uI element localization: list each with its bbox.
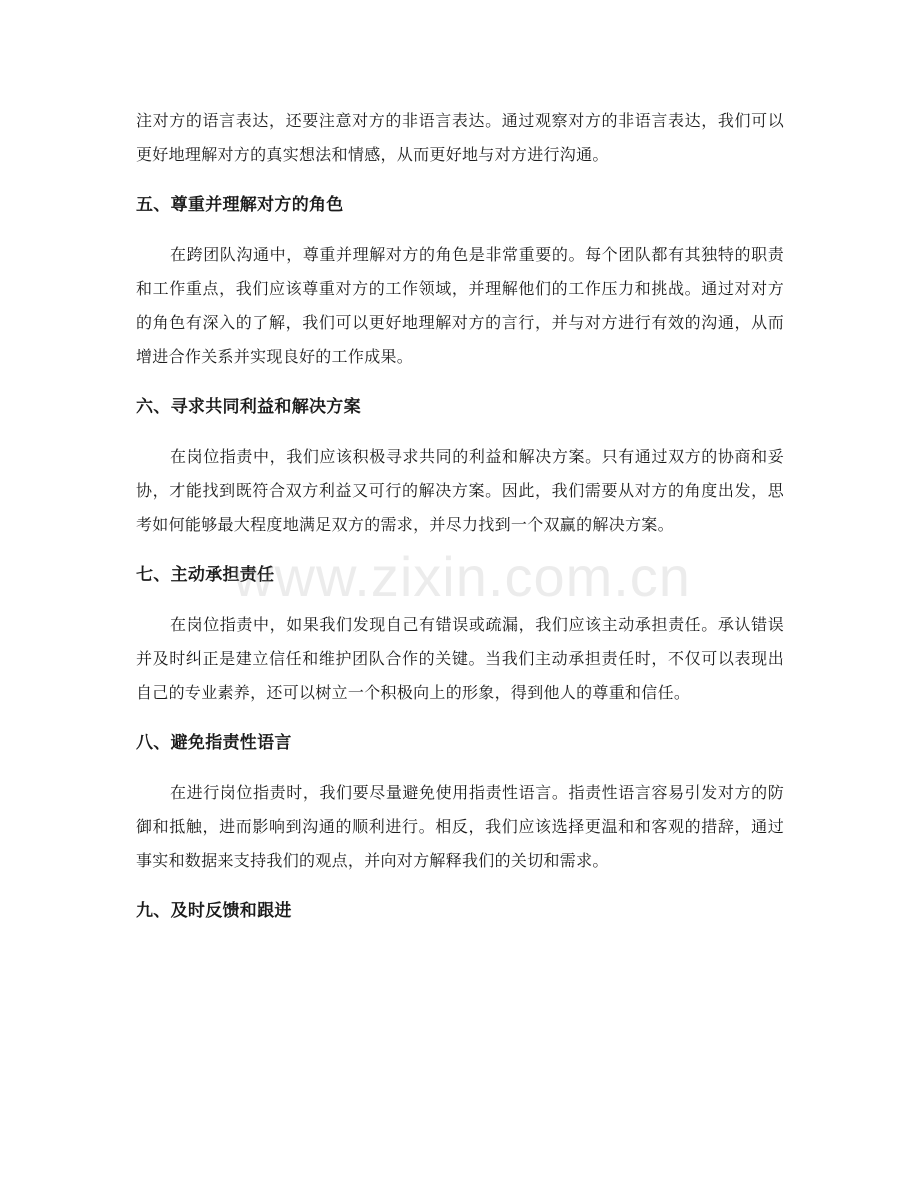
section-heading-9: 九、及时反馈和跟进 (136, 901, 292, 921)
section-heading-7: 七、主动承担责任 (136, 565, 275, 585)
section-body-8: 在进行岗位指责时，我们要尽量避免使用指责性语言。指责性语言容易引发对方的防御和抵触，进而影响到沟通的顺利进行。相反，我们应该选择更温和和客观的措辞，通过事实和数据来支持我们的观点，并向对方解释我们的关切和需求。 (136, 783, 784, 870)
intro-paragraph: 注对方的语言表达，还要注意对方的非语言表达。通过观察对方的非语言表达，我们可以更好地理解对方的真实想法和情感，从而更好地与对方进行沟通。 (136, 111, 784, 164)
document-content (136, 104, 784, 928)
section-body-5: 在跨团队沟通中，尊重并理解对方的角色是非常重要的。每个团队都有其独特的职责和工作重点，我们应该尊重对方的工作领域，并理解他们的工作压力和挑战。通过对对方的角色有深入的了解，我们可以更好地理解对方的言行，并与对方进行有效的沟通，从而增进合作关系并实现良好的工作成果。 (136, 245, 784, 366)
section-heading-5: 五、尊重并理解对方的角色 (136, 195, 344, 215)
section-body-7: 在岗位指责中，如果我们发现自己有错误或疏漏，我们应该主动承担责任。承认错误并及时纠正是建立信任和维护团队合作的关键。当我们主动承担责任时，不仅可以表现出自己的专业素养，还可以树立一个积极向上的形象，得到他人的尊重和信任。 (136, 615, 784, 702)
section-heading-6: 六、寻求共同利益和解决方案 (136, 397, 361, 417)
watermark: www.zixin.com.cn (233, 545, 691, 608)
section-body-6: 在岗位指责中，我们应该积极寻求共同的利益和解决方案。只有通过双方的协商和妥协，才能找到既符合双方利益又可行的解决方案。因此，我们需要从对方的角度出发，思考如何能够最大程度地满足双方的需求，并尽力找到一个双赢的解决方案。 (136, 447, 784, 534)
section-heading-8: 八、避免指责性语言 (136, 733, 292, 753)
